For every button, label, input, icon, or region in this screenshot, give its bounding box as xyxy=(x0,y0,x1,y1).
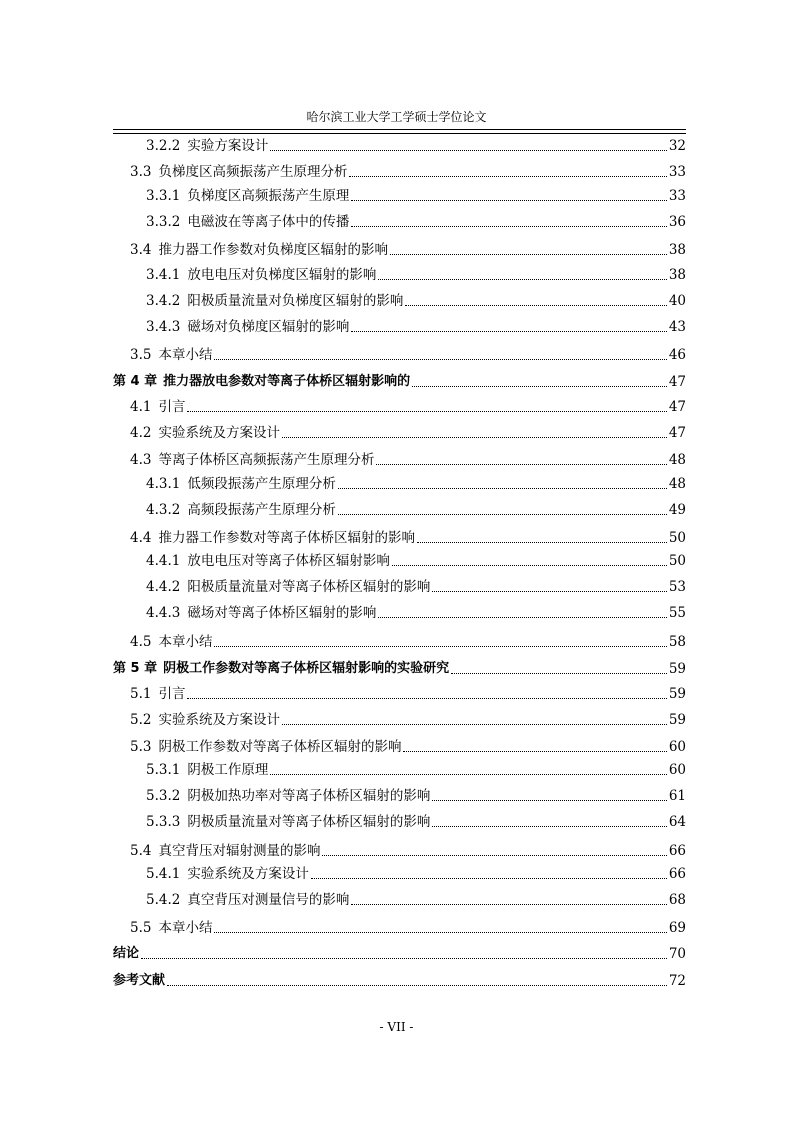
toc-entry-page: 60 xyxy=(668,739,686,755)
toc-entry-title: 阴极工作原理 xyxy=(187,762,269,778)
toc-dot-leader xyxy=(282,724,667,725)
toc-dot-leader xyxy=(214,932,666,933)
toc-entry-page: 38 xyxy=(668,267,686,283)
toc-dot-leader xyxy=(270,774,666,775)
toc-chapter-entry[interactable] xyxy=(113,372,686,392)
toc-dot-leader xyxy=(351,200,666,201)
toc-dot-leader xyxy=(432,591,666,592)
running-header: 哈尔滨工业大学工学硕士学位论文 xyxy=(306,110,487,124)
toc-dot-leader xyxy=(167,985,667,986)
toc-dot-leader xyxy=(451,673,667,674)
toc-entry-page: 53 xyxy=(668,579,686,595)
toc-entry[interactable] xyxy=(130,345,686,365)
toc-entry[interactable] xyxy=(146,212,686,232)
toc-entry-title: 放电电压对负梯度区辐射的影响 xyxy=(187,267,377,283)
toc-entry-number: 4.4.3 xyxy=(146,605,181,621)
toc-entry-page: 49 xyxy=(668,502,686,518)
toc-dot-leader xyxy=(322,855,666,856)
toc-entry-number: 4.3.1 xyxy=(146,476,181,492)
toc-entry-page: 40 xyxy=(668,293,686,309)
toc-entry-title: 阳极质量流量对负梯度区辐射的影响 xyxy=(187,293,404,309)
toc-dot-leader xyxy=(403,751,666,752)
toc-dot-leader xyxy=(412,386,667,387)
toc-dot-leader xyxy=(351,904,666,905)
toc-dot-leader xyxy=(214,646,666,647)
toc-entry-page: 61 xyxy=(668,788,686,804)
toc-entry[interactable] xyxy=(146,812,686,832)
toc-entry-page: 47 xyxy=(668,399,686,415)
toc-entry-page: 55 xyxy=(668,605,686,621)
toc-entry[interactable] xyxy=(130,737,686,757)
toc-dot-leader xyxy=(378,617,666,618)
toc-entry-number: 3.4.1 xyxy=(146,267,181,283)
toc-entry-number: 3.2.2 xyxy=(146,138,181,154)
toc-entry[interactable] xyxy=(146,577,686,597)
toc-entry-title: 结论 xyxy=(113,946,140,961)
toc-entry[interactable] xyxy=(130,684,686,704)
toc-entry-number: 3.3.1 xyxy=(146,188,181,204)
toc-dot-leader xyxy=(214,359,666,360)
toc-entry-number: 5.3.3 xyxy=(146,814,181,830)
toc-entry-page: 36 xyxy=(668,214,686,230)
toc-dot-leader xyxy=(432,800,666,801)
toc-entry-title: 低频段振荡产生原理分析 xyxy=(187,476,336,492)
toc-entry-page: 33 xyxy=(668,188,686,204)
toc-entry-title: 高频段振荡产生原理分析 xyxy=(187,502,336,518)
toc-entry-title: 磁场对等离子体桥区辐射的影响 xyxy=(187,605,377,621)
toc-entry[interactable] xyxy=(146,603,686,623)
toc-entry-number: 5.4 xyxy=(130,843,152,859)
toc-entry-page: 68 xyxy=(668,892,686,908)
toc-entry[interactable] xyxy=(146,474,686,494)
toc-entry-page: 48 xyxy=(668,476,686,492)
toc-entry-number: 5.4.1 xyxy=(146,866,181,882)
toc-entry-page: 50 xyxy=(668,553,686,569)
toc-entry-title: 本章小结 xyxy=(158,920,213,936)
toc-entry-number: 第 5 章 xyxy=(113,661,158,676)
toc-entry-title: 实验方案设计 xyxy=(187,138,269,154)
toc-dot-leader xyxy=(349,176,666,177)
toc-entry-title: 推力器工作参数对等离子体桥区辐射的影响 xyxy=(158,530,415,546)
toc-entry-number: 3.4 xyxy=(130,242,152,258)
toc-entry-number: 4.4 xyxy=(130,530,152,546)
toc-entry[interactable] xyxy=(146,186,686,206)
toc-entry-page: 47 xyxy=(668,374,686,390)
toc-entry-title: 引言 xyxy=(158,686,186,702)
toc-entry[interactable] xyxy=(146,786,686,806)
toc-dot-leader xyxy=(417,542,667,543)
toc-dot-leader xyxy=(351,226,666,227)
toc-dot-leader xyxy=(432,826,666,827)
toc-entry-title: 阳极质量流量对等离子体桥区辐射的影响 xyxy=(187,579,431,595)
toc-entry[interactable] xyxy=(146,864,686,884)
toc-entry-number: 3.4.2 xyxy=(146,293,181,309)
toc-entry-number: 4.4.2 xyxy=(146,579,181,595)
toc-entry-title: 真空背压对辐射测量的影响 xyxy=(158,843,321,859)
toc-entry-title: 阴极工作参数对等离子体桥区辐射的影响 xyxy=(158,739,402,755)
toc-dot-leader xyxy=(376,464,666,465)
toc-entry-number: 4.5 xyxy=(130,634,152,650)
toc-chapter-entry[interactable] xyxy=(113,944,686,964)
toc-dot-leader xyxy=(351,331,666,332)
toc-entry-title: 实验系统及方案设计 xyxy=(158,712,280,728)
toc-dot-leader xyxy=(270,150,666,151)
toc-entry-title: 磁场对负梯度区辐射的影响 xyxy=(187,319,350,335)
toc-entry-page: 60 xyxy=(668,762,686,778)
toc-chapter-entry[interactable] xyxy=(113,659,686,679)
toc-entry-page: 46 xyxy=(668,347,686,363)
page-number: - VII - xyxy=(379,1020,414,1034)
toc-dot-leader xyxy=(392,565,667,566)
toc-entry-number: 第 4 章 xyxy=(113,374,158,389)
toc-entry-number: 5.4.2 xyxy=(146,892,181,908)
toc-entry-title: 实验系统及方案设计 xyxy=(158,425,280,441)
toc-entry-page: 59 xyxy=(668,712,686,728)
toc-entry-number: 5.3.1 xyxy=(146,762,181,778)
toc-entry-title: 阴极工作参数对等离子体桥区辐射影响的实验研究 xyxy=(163,661,450,676)
toc-dot-leader xyxy=(338,514,667,515)
toc-entry[interactable] xyxy=(130,528,686,548)
toc-entry-page: 70 xyxy=(668,946,686,962)
toc-entry-title: 放电电压对等离子体桥区辐射影响 xyxy=(187,553,390,569)
toc-entry-page: 59 xyxy=(668,661,686,677)
toc-entry[interactable] xyxy=(146,500,686,520)
toc-entry-title: 本章小结 xyxy=(158,634,213,650)
toc-entry[interactable] xyxy=(146,551,686,571)
toc-entry[interactable] xyxy=(146,265,686,285)
toc-dot-leader xyxy=(378,279,666,280)
toc-entry-number: 5.2 xyxy=(130,712,152,728)
toc-dot-leader xyxy=(282,437,667,438)
toc-dot-leader xyxy=(311,878,667,879)
toc-entry-page: 47 xyxy=(668,425,686,441)
toc-entry[interactable] xyxy=(146,317,686,337)
toc-entry-title: 实验系统及方案设计 xyxy=(187,866,309,882)
toc-entry-number: 4.2 xyxy=(130,425,152,441)
toc-entry-title: 阴极质量流量对等离子体桥区辐射的影响 xyxy=(187,814,431,830)
toc-entry-number: 3.3 xyxy=(130,164,152,180)
toc-entry[interactable] xyxy=(146,890,686,910)
toc-entry-title: 真空背压对测量信号的影响 xyxy=(187,892,350,908)
toc-entry-title: 本章小结 xyxy=(158,347,213,363)
toc-entry-number: 4.3.2 xyxy=(146,502,181,518)
toc-entry[interactable] xyxy=(130,397,686,417)
toc-entry-title: 电磁波在等离子体中的传播 xyxy=(187,214,350,230)
toc-entry-page: 43 xyxy=(668,319,686,335)
toc-entry[interactable] xyxy=(130,450,686,470)
toc-entry-title: 负梯度区高频振荡产生原理分析 xyxy=(158,164,348,180)
toc-entry-number: 4.3 xyxy=(130,452,152,468)
toc-entry-number: 5.3.2 xyxy=(146,788,181,804)
toc-entry[interactable] xyxy=(146,291,686,311)
toc-entry-page: 69 xyxy=(668,920,686,936)
toc-entry[interactable] xyxy=(130,710,686,730)
toc-entry-page: 58 xyxy=(668,634,686,650)
toc-entry[interactable] xyxy=(130,918,686,938)
toc-dot-leader xyxy=(390,254,667,255)
toc-dot-leader xyxy=(187,698,666,699)
toc-entry-page: 72 xyxy=(668,973,686,989)
toc-entry-page: 64 xyxy=(668,814,686,830)
toc-entry-page: 32 xyxy=(668,138,686,154)
toc-entry-number: 5.5 xyxy=(130,920,152,936)
toc-entry-number: 5.3 xyxy=(130,739,152,755)
toc-entry-page: 50 xyxy=(668,530,686,546)
toc-entry-page: 59 xyxy=(668,686,686,702)
toc-entry[interactable] xyxy=(130,423,686,443)
toc-entry-page: 66 xyxy=(668,866,686,882)
toc-entry-title: 等离子体桥区高频振荡产生原理分析 xyxy=(158,452,375,468)
toc-entry-page: 38 xyxy=(668,242,686,258)
toc-entry[interactable] xyxy=(130,162,686,182)
toc-entry-number: 5.1 xyxy=(130,686,152,702)
toc-chapter-entry[interactable] xyxy=(113,971,686,991)
toc-dot-leader xyxy=(141,958,667,959)
toc-entry-title: 引言 xyxy=(158,399,186,415)
toc-entry-title: 参考文献 xyxy=(113,973,166,988)
toc-dot-leader xyxy=(405,305,666,306)
toc-entry-number: 4.4.1 xyxy=(146,553,181,569)
toc-entry-number: 3.5 xyxy=(130,347,152,363)
toc-entry-title: 推力器工作参数对负梯度区辐射的影响 xyxy=(158,242,388,258)
toc-entry[interactable] xyxy=(146,760,686,780)
toc-entry[interactable] xyxy=(130,240,686,260)
toc-entry-page: 66 xyxy=(668,843,686,859)
toc-entry-page: 33 xyxy=(668,164,686,180)
toc-entry[interactable] xyxy=(130,841,686,861)
toc-entry-title: 负梯度区高频振荡产生原理 xyxy=(187,188,350,204)
toc-dot-leader xyxy=(338,488,667,489)
toc-entry-title: 推力器放电参数对等离子体桥区辐射影响的 xyxy=(163,374,411,389)
toc-entry[interactable] xyxy=(146,136,686,156)
toc-entry[interactable] xyxy=(130,632,686,652)
toc-dot-leader xyxy=(187,411,666,412)
toc-entry-title: 阴极加热功率对等离子体桥区辐射的影响 xyxy=(187,788,431,804)
toc-entry-number: 4.1 xyxy=(130,399,152,415)
toc-entry-number: 3.3.2 xyxy=(146,214,181,230)
toc-entry-page: 48 xyxy=(668,452,686,468)
toc-entry-number: 3.4.3 xyxy=(146,319,181,335)
